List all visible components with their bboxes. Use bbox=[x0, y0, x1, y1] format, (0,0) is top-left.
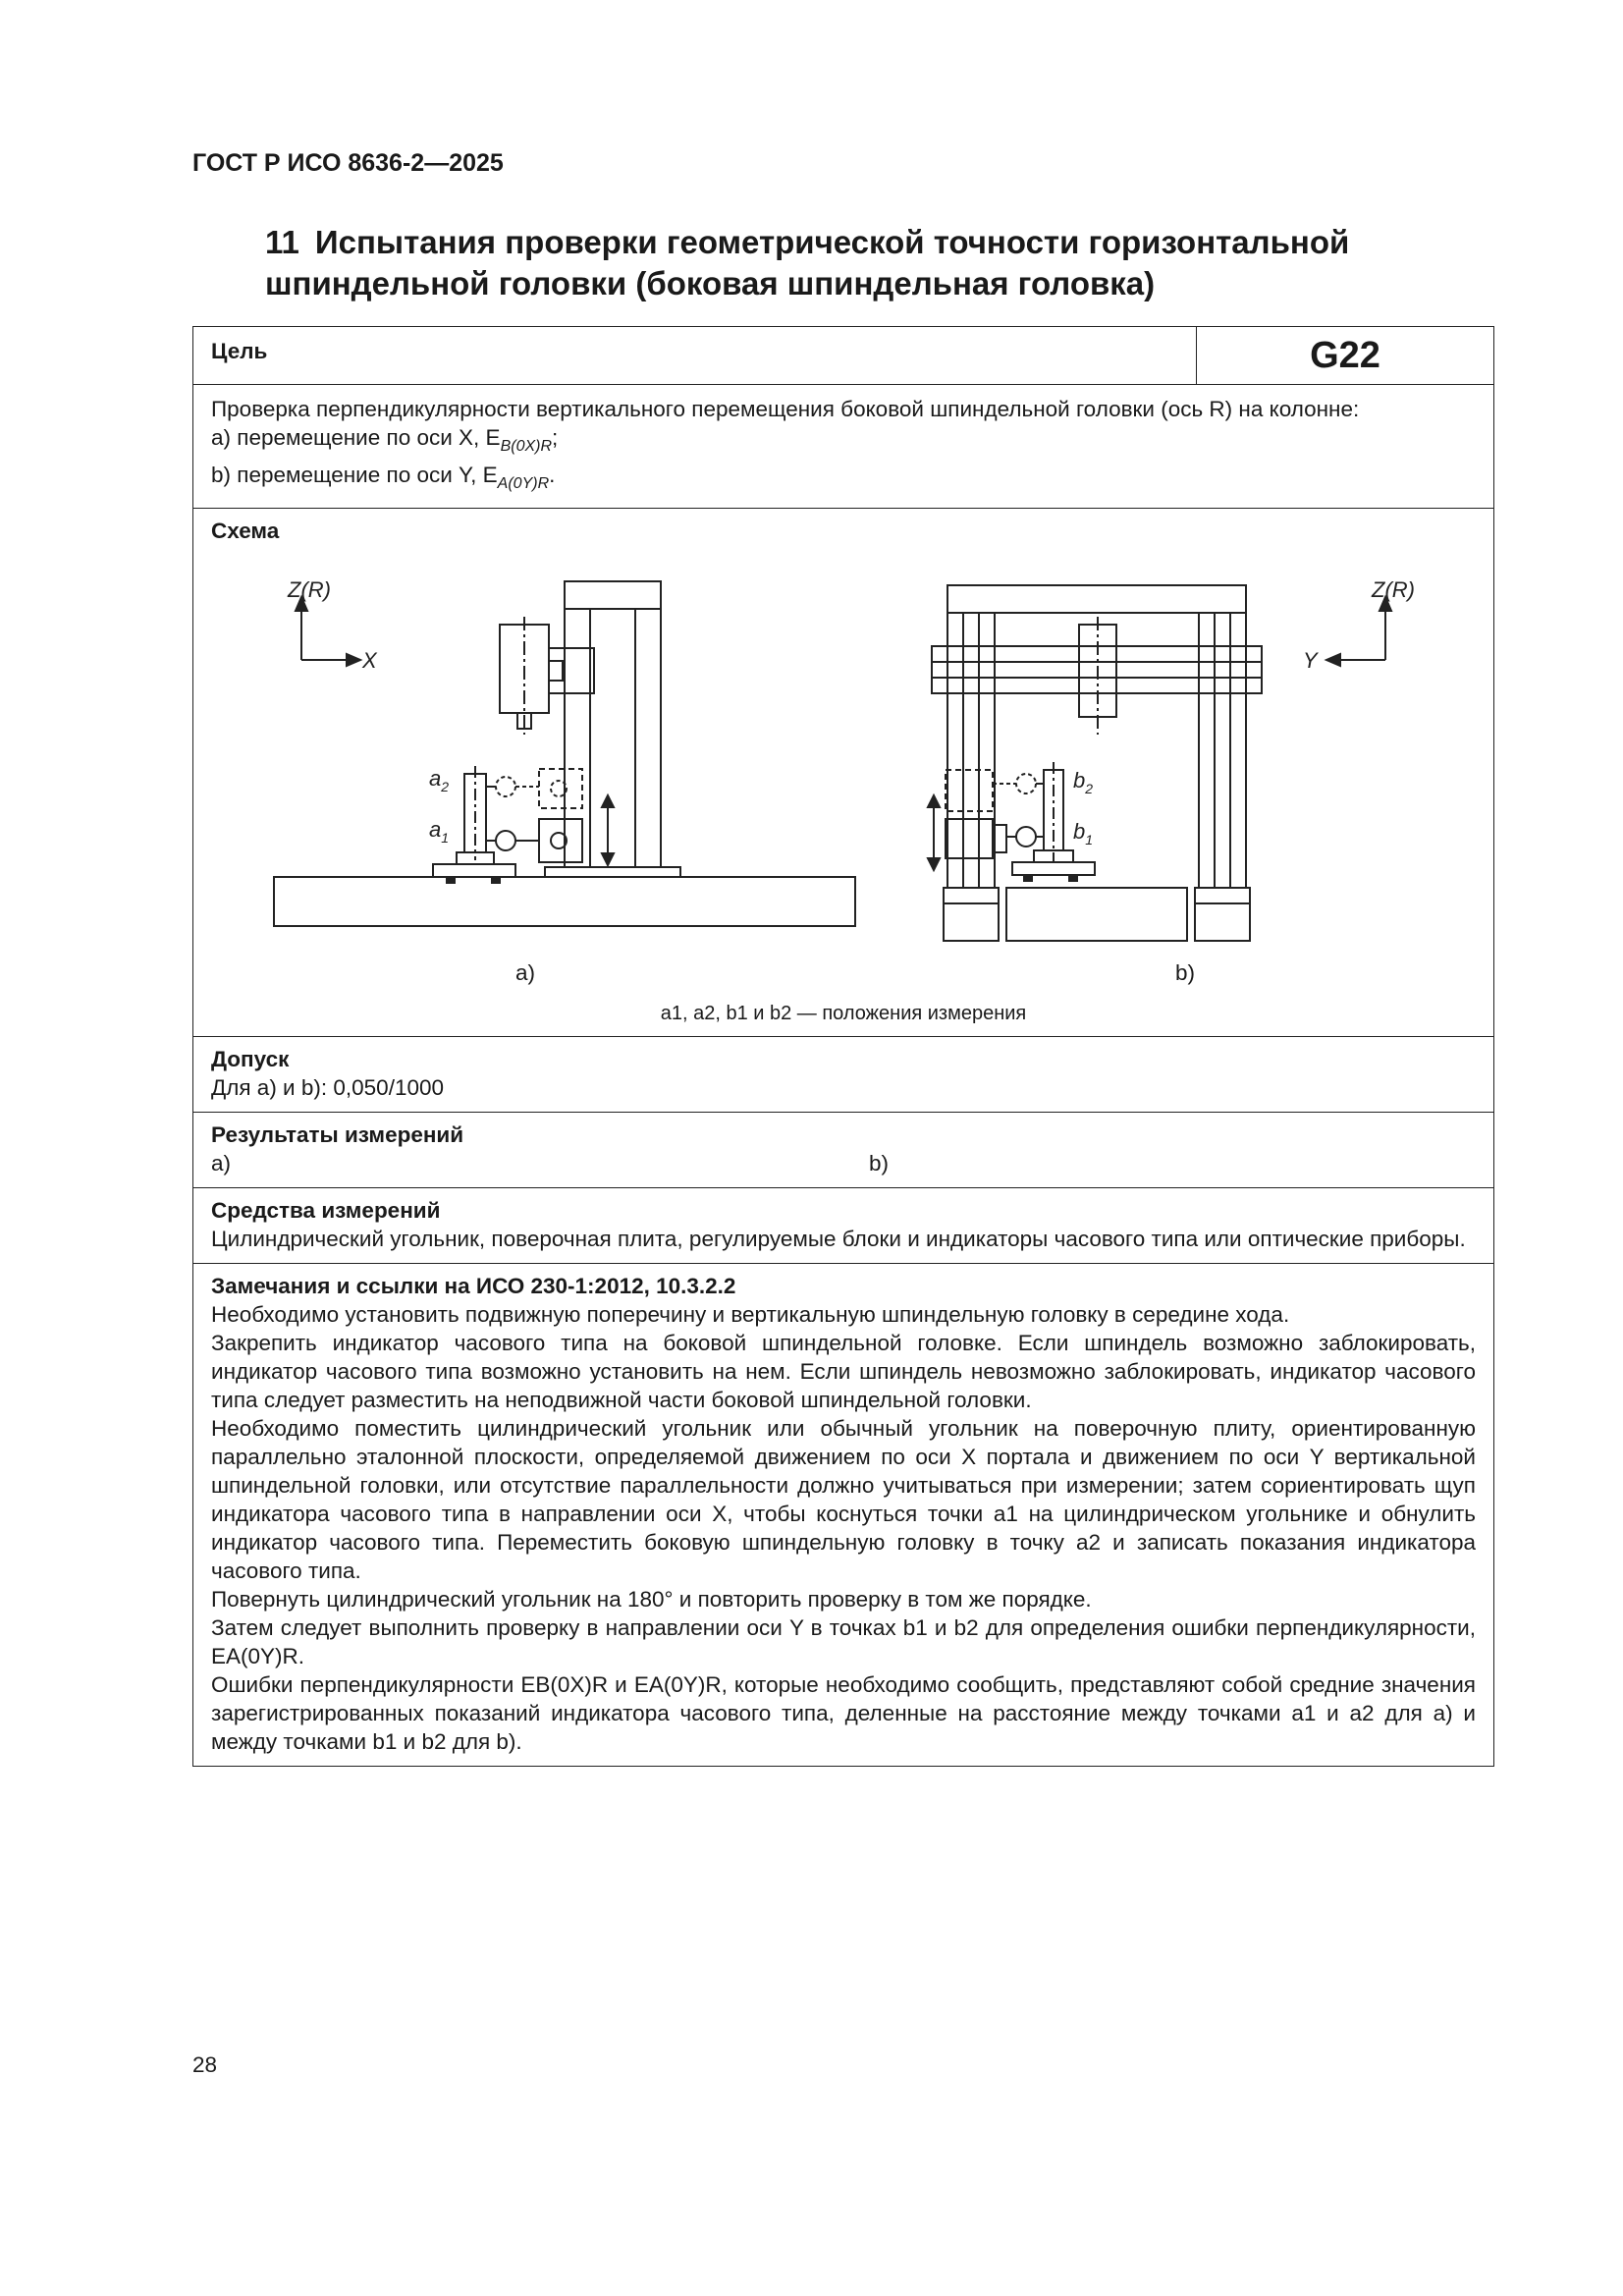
objective-item-a bbox=[211, 423, 1476, 461]
objective-item-b bbox=[211, 461, 1476, 498]
goal-label: Цель bbox=[211, 339, 268, 363]
scheme-label: Схема bbox=[211, 519, 280, 543]
notes-line-1: Необходимо установить подвижную поперечину и вертикальную шпиндельную головку в середине хода. bbox=[211, 1302, 1290, 1327]
page-number: 28 bbox=[192, 2052, 218, 2077]
scheme-diagram bbox=[193, 509, 1493, 1037]
test-table bbox=[192, 326, 1494, 1767]
notes-line-6: Ошибки перпендикулярности EB(0X)R и EA(0Y)R, которые необходимо сообщить, представляют собой средние значения зарегистрированных показаний индикатора часового типа, деленные на расстояние между точками a1 и a2 для a) и между точками b1 и b2 для b). bbox=[211, 1672, 1476, 1754]
item-b-subscript: A(0Y)R bbox=[497, 475, 550, 492]
item-a-end: ; bbox=[552, 425, 559, 450]
goal-row bbox=[193, 327, 1493, 384]
figure-caption: a1, a2, b1 и b2 — положения измерения bbox=[660, 1003, 1027, 1024]
figure-a-label: a) bbox=[515, 960, 536, 985]
item-b-prefix: b) bbox=[211, 463, 232, 487]
objective-row bbox=[193, 384, 1493, 508]
results-row bbox=[193, 1112, 1493, 1187]
notes-line-2: Закрепить индикатор часового типа на боковой шпиндельной головке. Если шпиндель возможно заблокировать, индикатор часового типа возможно установить на нем. Если шпиндель невозможно заблокировать, индикатор часового типа следует разместить на неподвижной части боковой шпиндельной головки. bbox=[211, 1331, 1476, 1412]
results-a: a) bbox=[211, 1151, 232, 1175]
axis-z-label-left: Z(R) bbox=[288, 577, 331, 602]
axis-z-label-right: Z(R) bbox=[1372, 577, 1415, 602]
item-a-text: перемещение по оси X, E bbox=[237, 425, 501, 450]
notes-row bbox=[193, 1263, 1493, 1766]
axis-x-label: X bbox=[362, 648, 377, 673]
section-number: 11 bbox=[265, 224, 299, 260]
instruments-text: Цилиндрический угольник, поверочная плита, регулируемые блоки и индикаторы часового типа или оптические приборы. bbox=[211, 1227, 1466, 1251]
tolerance-label: Допуск bbox=[211, 1047, 290, 1071]
figure-b-label: b) bbox=[1175, 960, 1196, 985]
item-b-text: перемещение по оси Y, E bbox=[237, 463, 498, 487]
section-title bbox=[265, 222, 1443, 304]
instruments-label: Средства измерений bbox=[211, 1198, 441, 1223]
section-title-text: Испытания проверки геометрической точности горизонтальной шпиндельной головки (боковая шпиндельная головка) bbox=[265, 224, 1350, 301]
point-a1-label: $a_1$ bbox=[429, 817, 450, 846]
scheme-row bbox=[193, 508, 1493, 1036]
item-b-end: . bbox=[549, 463, 556, 487]
notes-line-4: Повернуть цилиндрический угольник на 180° и повторить проверку в том же порядке. bbox=[211, 1587, 1092, 1612]
point-a2-label: $a_2$ bbox=[429, 766, 450, 794]
results-b: b) bbox=[869, 1151, 890, 1175]
point-b1-label: $b_1$ bbox=[1073, 819, 1094, 847]
axis-y-label: Y bbox=[1303, 648, 1318, 673]
item-a-prefix: a) bbox=[211, 425, 232, 450]
test-code: G22 bbox=[1196, 327, 1493, 384]
tolerance-row bbox=[193, 1036, 1493, 1112]
notes-line-3: Необходимо поместить цилиндрический угольник или обычный угольник на поверочную плиту, ориентированную параллельно эталонной плоскости, определяемой движением по оси X портала и движением по оси Y вертикальной шпиндельной головки, или отсутствие параллельности должно учитываться при измерении; затем сориентировать щуп индикатора часового типа в направлении оси X, чтобы коснуться точки a1 на цилиндрическом угольнике и обнулить индикатор часового типа. Переместить боковую шпиндельную головку в точку a2 и записать показания индикатора часового типа. bbox=[211, 1416, 1476, 1583]
item-a-subscript: B(0X)R bbox=[500, 438, 553, 455]
tolerance-text: Для a) и b): 0,050/1000 bbox=[211, 1075, 444, 1100]
results-columns bbox=[211, 1149, 1476, 1177]
objective-intro: Проверка перпендикулярности вертикального перемещения боковой шпиндельной головки (ось R) на колонне: bbox=[211, 397, 1360, 421]
results-label: Результаты измерений bbox=[211, 1122, 464, 1147]
document-code: ГОСТ Р ИСО 8636-2—2025 bbox=[192, 149, 504, 177]
notes-label: Замечания и ссылки на ИСО 230-1:2012, 10.3.2.2 bbox=[211, 1274, 736, 1298]
notes-line-5: Затем следует выполнить проверку в направлении оси Y в точках b1 и b2 для определения ошибки перпендикулярности, EA(0Y)R. bbox=[211, 1615, 1476, 1668]
instruments-row bbox=[193, 1187, 1493, 1263]
point-b2-label: $b_2$ bbox=[1073, 768, 1094, 796]
